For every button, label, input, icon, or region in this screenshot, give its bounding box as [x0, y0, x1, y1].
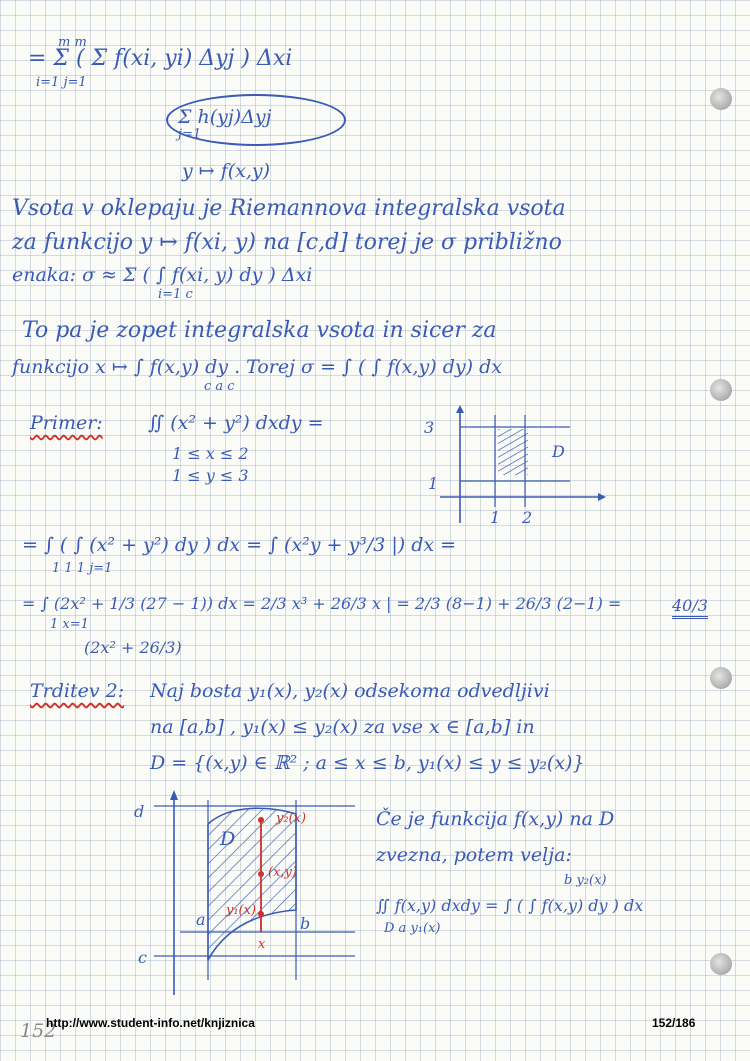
example-result: 40/3 [672, 598, 708, 619]
theorem-line-2: na [a,b] , y₁(x) ≤ y₂(x) za vse x ∈ [a,b] in [150, 716, 535, 738]
example-step-2: = ∫ (2x² + 1/3 (27 − 1)) dx = 2/3 x³ + 26/3 x | = 2/3 (8−1) + 26/3 (2−1) = [22, 594, 622, 613]
plot1-x-1: 1 [490, 508, 501, 527]
plot1-region-D: D [552, 442, 565, 461]
theorem-line-1: Naj bosta y₁(x), y₂(x) odsekoma odvedljivi [150, 680, 550, 702]
theorem-line-3: D = {(x,y) ∈ ℝ² ; a ≤ x ≤ b, y₁(x) ≤ y ≤ y₂(x)} [150, 752, 585, 774]
plot2-x: x [258, 937, 266, 952]
example-label: Primer: [30, 412, 103, 434]
footer-url[interactable]: http://www.student-info.net/knjiznica [46, 1016, 255, 1030]
example-step-2-sub: 1 x=1 [50, 617, 89, 632]
punch-hole [710, 88, 732, 110]
line-1-sub: i=1 j=1 [36, 75, 87, 90]
line-5: za funkcijo y ↦ f(xi, y) na [c,d] torej je σ približno [12, 230, 562, 255]
line-4: Vsota v oklepaju je Riemannova integralska vsota [12, 196, 566, 221]
line-7: To pa je zopet integralska vsota in sicer za [22, 318, 497, 343]
formula-sup: b y₂(x) [564, 873, 607, 888]
plot2-y2: y₂(x) [276, 811, 307, 826]
plot2-d: d [134, 802, 145, 821]
example-step-1-sub: 1 1 1 j=1 [52, 561, 113, 576]
formula-sub: D a y₁(x) [384, 921, 441, 936]
plot2-y1: y₁(x) [226, 903, 257, 918]
line-2-sub: j=1 [178, 127, 202, 142]
punch-hole [710, 379, 732, 401]
example-step-1: = ∫ ( ∫ (x² + y²) dy ) dx = ∫ (x²y + y³/3 |) dx = [22, 534, 457, 556]
punch-hole [710, 667, 732, 689]
line-6-sub: i=1 c [158, 287, 193, 302]
plot2-b: b [300, 914, 311, 933]
note-line-2: zvezna, potem velja: [376, 844, 572, 866]
plot2-D: D [220, 828, 236, 850]
note-line-1: Če je funkcija f(x,y) na D [376, 808, 615, 830]
example-cond-2: 1 ≤ y ≤ 3 [172, 466, 249, 485]
example-step-3: (2x² + 26/3) [84, 638, 182, 657]
region-D-hatch [498, 429, 528, 475]
plot2-c: c [138, 948, 147, 967]
line-1-sup: m m [58, 35, 87, 50]
example-integral: ∬ (x² + y²) dxdy = [148, 412, 324, 434]
handwritten-page-number: 152 [20, 1020, 57, 1042]
line-1: = Σ ( Σ f(xi, yi) Δyj ) Δxi [28, 46, 293, 71]
example-cond-1: 1 ≤ x ≤ 2 [172, 444, 249, 463]
region-plot-2 [140, 790, 370, 1000]
line-8-sub: c a c [204, 379, 235, 394]
plot1-y-1: 1 [428, 474, 439, 493]
line-8: funkcijo x ↦ ∫ f(x,y) dy . Torej σ = ∫ ( ∫ f(x,y) dy) dx [12, 356, 502, 378]
punch-hole [710, 953, 732, 975]
line-3: y ↦ f(x,y) [182, 160, 271, 182]
plot2-a: a [196, 910, 206, 929]
line-2: Σ h(yj)Δyj [178, 106, 272, 128]
footer-page-number: 152/186 [652, 1016, 696, 1030]
theorem-label: Trditev 2: [30, 680, 125, 702]
formula: ∬ f(x,y) dxdy = ∫ ( ∫ f(x,y) dy ) dx [376, 896, 644, 915]
plot1-y-3: 3 [424, 418, 435, 437]
plot2-xy: (x,y) [268, 865, 297, 880]
line-6: enaka: σ ≈ Σ ( ∫ f(xi, y) dy ) Δxi [12, 264, 313, 286]
region-plot-1 [420, 405, 620, 525]
plot1-x-2: 2 [522, 508, 533, 527]
